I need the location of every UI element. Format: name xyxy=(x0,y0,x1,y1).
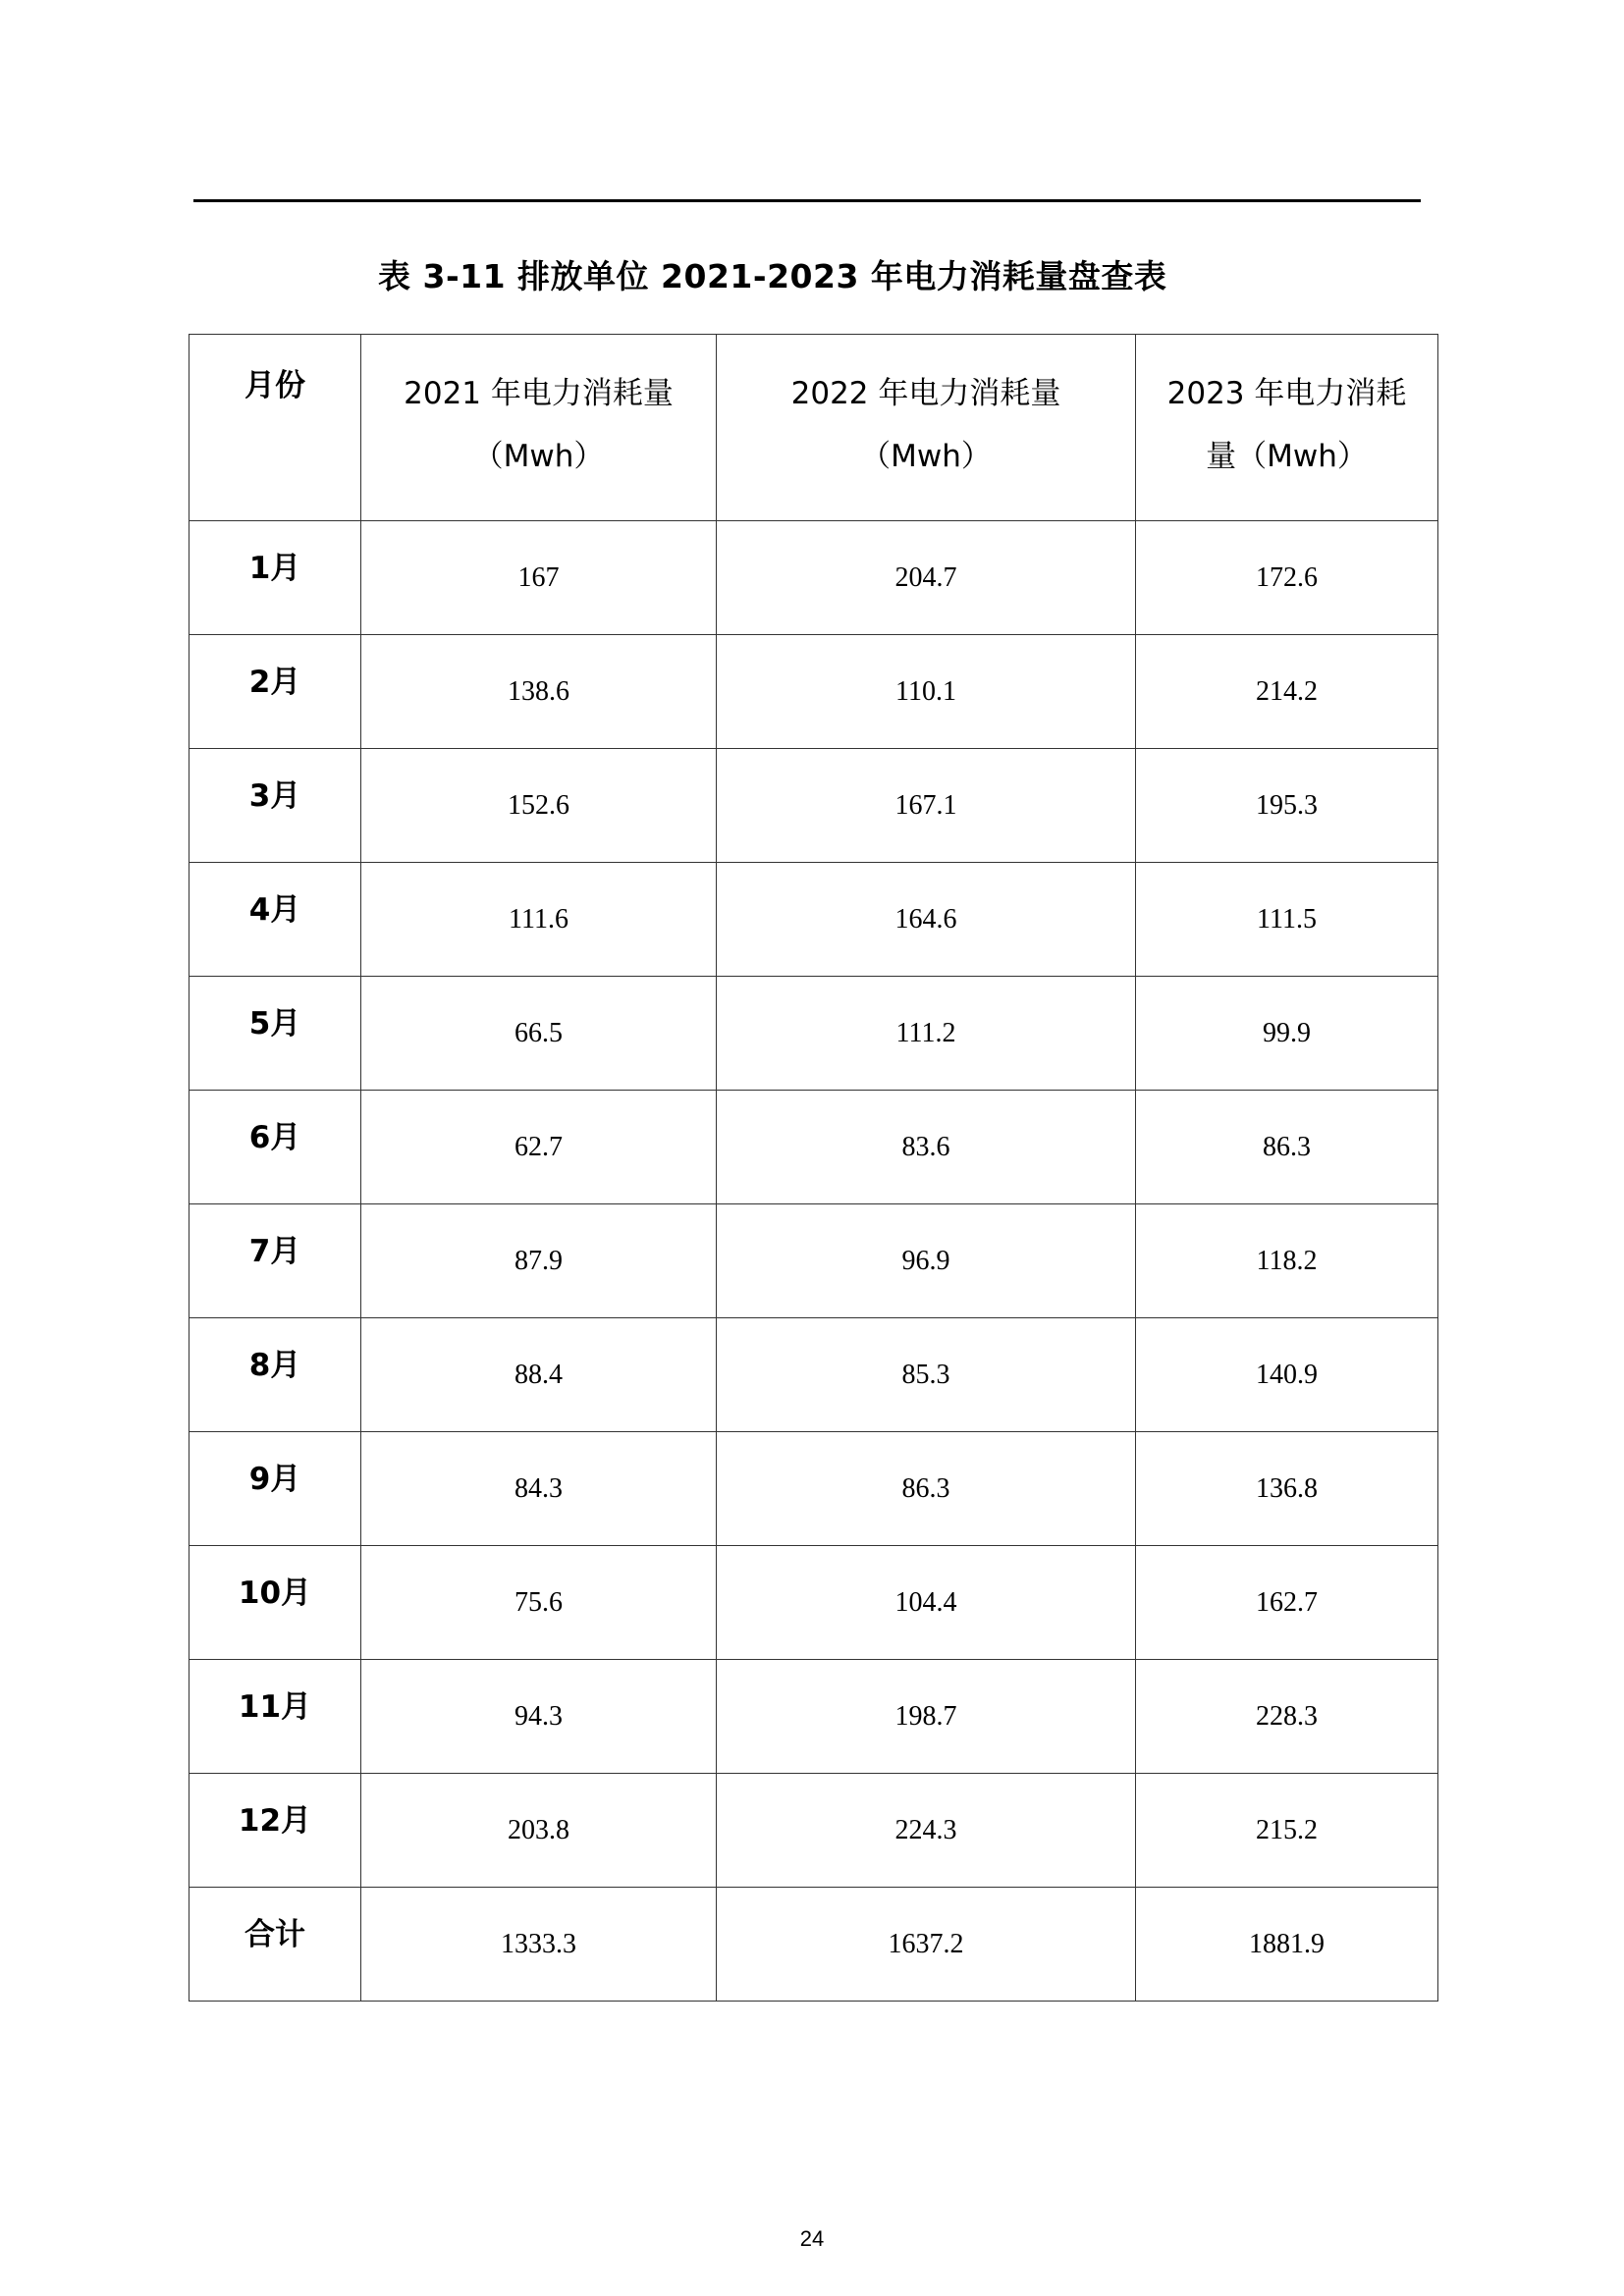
total-cell-2023: 1881.9 xyxy=(1136,1888,1438,2002)
table-row xyxy=(189,1432,1438,1546)
month-cell: 11月 xyxy=(189,1660,361,1774)
month-cell: 12月 xyxy=(189,1774,361,1888)
month-cell: 6月 xyxy=(189,1091,361,1204)
value-cell-2021: 138.6 xyxy=(361,635,717,749)
value-cell-2023: 172.6 xyxy=(1136,521,1438,635)
value-cell-2023: 195.3 xyxy=(1136,749,1438,863)
value-cell-2022: 204.7 xyxy=(717,521,1136,635)
value-cell-2021: 62.7 xyxy=(361,1091,717,1204)
value-cell-2022: 111.2 xyxy=(717,977,1136,1091)
value-cell-2022: 224.3 xyxy=(717,1774,1136,1888)
table-header-row xyxy=(189,335,1438,521)
month-cell: 8月 xyxy=(189,1318,361,1432)
total-cell-2022: 1637.2 xyxy=(717,1888,1136,2002)
month-cell: 9月 xyxy=(189,1432,361,1546)
value-cell-2023: 215.2 xyxy=(1136,1774,1438,1888)
value-cell-2023: 86.3 xyxy=(1136,1091,1438,1204)
column-header-month: 月份 xyxy=(189,335,361,521)
table-row xyxy=(189,977,1438,1091)
table-row xyxy=(189,1318,1438,1432)
total-cell-2021: 1333.3 xyxy=(361,1888,717,2002)
table-title: 表 3-11 排放单位 2021-2023 年电力消耗量盘查表 xyxy=(378,257,1167,295)
electricity-consumption-table xyxy=(189,334,1438,2002)
page-number: 24 xyxy=(799,2226,825,2251)
value-cell-2023: 111.5 xyxy=(1136,863,1438,977)
total-label-cell: 合计 xyxy=(189,1888,361,2002)
value-cell-2021: 111.6 xyxy=(361,863,717,977)
value-cell-2021: 88.4 xyxy=(361,1318,717,1432)
value-cell-2021: 66.5 xyxy=(361,977,717,1091)
column-header-2021: 2021 年电力消耗量 （Mwh） xyxy=(361,335,717,521)
value-cell-2022: 198.7 xyxy=(717,1660,1136,1774)
value-cell-2021: 152.6 xyxy=(361,749,717,863)
value-cell-2022: 104.4 xyxy=(717,1546,1136,1660)
value-cell-2022: 110.1 xyxy=(717,635,1136,749)
value-cell-2021: 87.9 xyxy=(361,1204,717,1318)
table-row xyxy=(189,1091,1438,1204)
table-row xyxy=(189,749,1438,863)
table-row xyxy=(189,521,1438,635)
month-cell: 1月 xyxy=(189,521,361,635)
table-row xyxy=(189,1774,1438,1888)
column-header-2023: 2023 年电力消耗 量（Mwh） xyxy=(1136,335,1438,521)
value-cell-2023: 140.9 xyxy=(1136,1318,1438,1432)
table-row xyxy=(189,635,1438,749)
value-cell-2022: 86.3 xyxy=(717,1432,1136,1546)
value-cell-2021: 75.6 xyxy=(361,1546,717,1660)
table-row xyxy=(189,1546,1438,1660)
value-cell-2023: 162.7 xyxy=(1136,1546,1438,1660)
table-total-row xyxy=(189,1888,1438,2002)
value-cell-2022: 83.6 xyxy=(717,1091,1136,1204)
value-cell-2023: 118.2 xyxy=(1136,1204,1438,1318)
value-cell-2021: 84.3 xyxy=(361,1432,717,1546)
column-header-2022: 2022 年电力消耗量 （Mwh） xyxy=(717,335,1136,521)
value-cell-2022: 167.1 xyxy=(717,749,1136,863)
table-row xyxy=(189,1660,1438,1774)
value-cell-2023: 214.2 xyxy=(1136,635,1438,749)
month-cell: 4月 xyxy=(189,863,361,977)
month-cell: 7月 xyxy=(189,1204,361,1318)
value-cell-2021: 203.8 xyxy=(361,1774,717,1888)
value-cell-2022: 96.9 xyxy=(717,1204,1136,1318)
value-cell-2021: 167 xyxy=(361,521,717,635)
month-cell: 3月 xyxy=(189,749,361,863)
value-cell-2021: 94.3 xyxy=(361,1660,717,1774)
value-cell-2023: 99.9 xyxy=(1136,977,1438,1091)
month-cell: 2月 xyxy=(189,635,361,749)
value-cell-2023: 136.8 xyxy=(1136,1432,1438,1546)
month-cell: 10月 xyxy=(189,1546,361,1660)
header-rule xyxy=(193,199,1421,202)
table-row xyxy=(189,1204,1438,1318)
value-cell-2022: 85.3 xyxy=(717,1318,1136,1432)
value-cell-2022: 164.6 xyxy=(717,863,1136,977)
table-row xyxy=(189,863,1438,977)
month-cell: 5月 xyxy=(189,977,361,1091)
value-cell-2023: 228.3 xyxy=(1136,1660,1438,1774)
